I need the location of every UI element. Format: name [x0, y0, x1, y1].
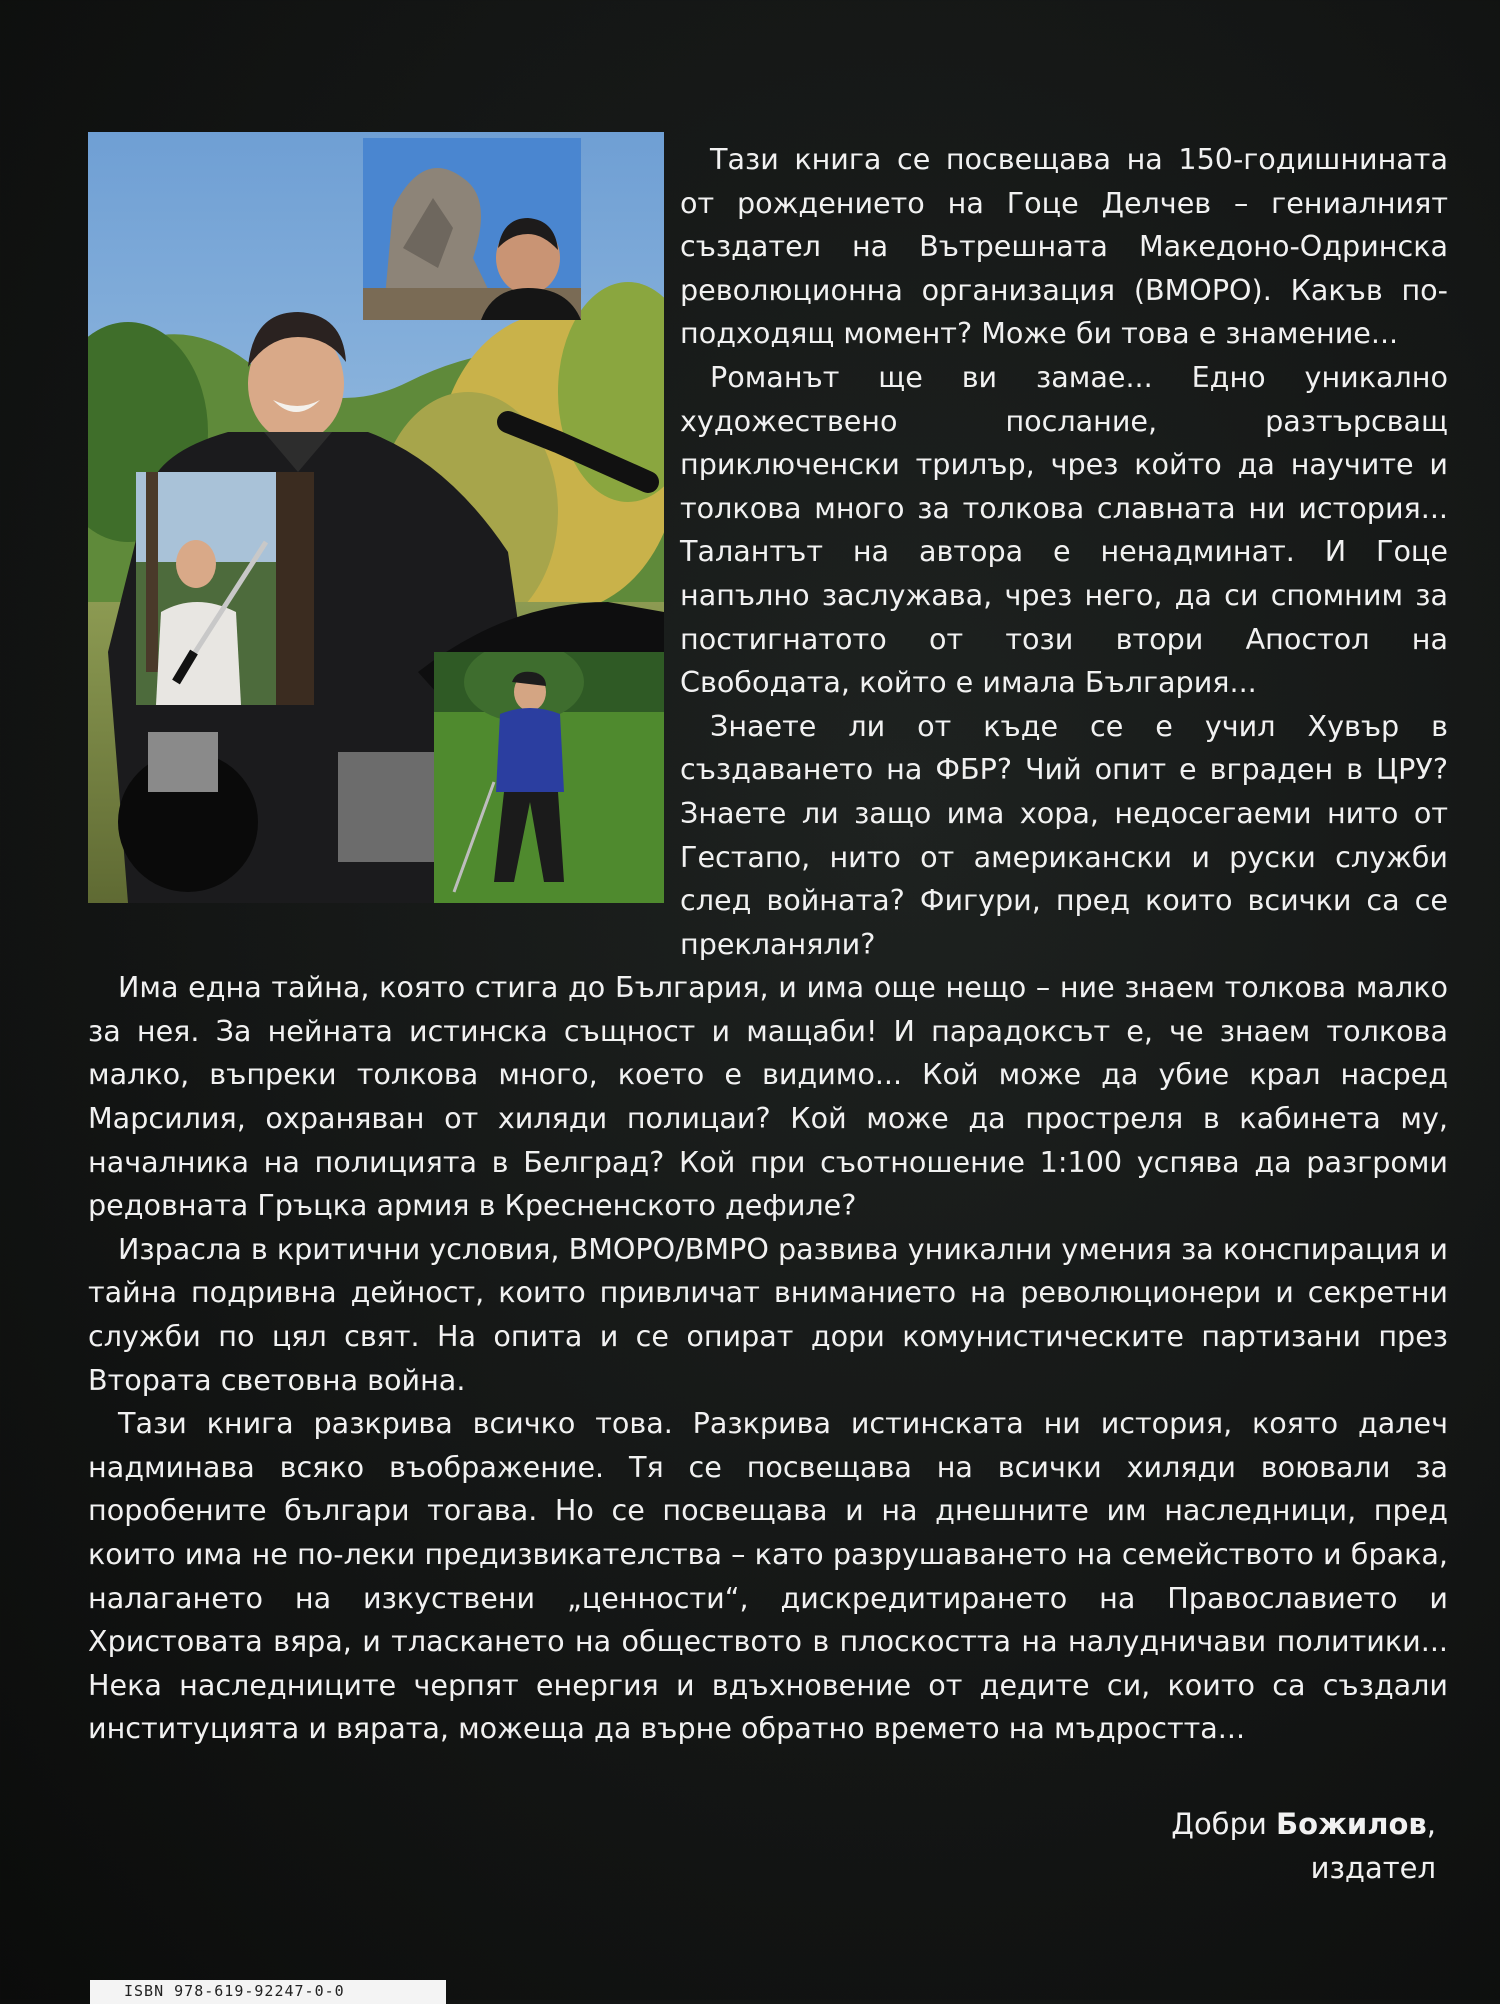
signature-comma: ,	[1426, 1807, 1436, 1841]
paragraph-4: Има една тайна, която стига до България, и има още нещо – ние знаем толкова малко за нея. За нейната истинска същност и мащаби! И парадоксът е, че знаем толкова малко, въпреки толкова много, което е видимо... Кой може да убие крал насред Марсилия, охраняван от хиляди полицаи? Кой може да простреля в кабинета му, началника на полицията в Белград? Кой при съотношение 1:100 успява да разгроми редовната Гръцка армия в Кресненското дефиле?	[88, 970, 1448, 1223]
paragraph-6: Тази книга разкрива всичко това. Разкрива истинската ни история, която далеч надминава всяко въображение. Тя се посвещава на всички хиляди воювали за поробените българи тогава. Но се посвещава и на днешните им наследници, пред които има не по-леки предизвикателства – като разрушаването на семейството и брака, налагането на изкуствени „ценности“, дискредитирането на Православието и Христовата вяра, и тласкането на обществото в плоскостта на налудничави политики... Нека наследниците черпят енергия и вдъхновение от дедите си, които са създали институцията и вярата, можеща да върне обратно времето на мъдростта...	[88, 1406, 1448, 1746]
signature-first-name: Добри	[1171, 1807, 1267, 1841]
signature-role: издател	[1310, 1851, 1436, 1885]
paragraph-3: Знаете ли от къде се е учил Хувър в създаването на ФБР? Чий опит е вграден в ЦРУ? Знаете ли защо има хора, недосегаеми нито от Гестапо, нито от американски и руски служби след войната? Фигури, пред които всички са се прекланяли?	[680, 708, 1448, 961]
signature-surname: Божилов	[1276, 1807, 1427, 1841]
isbn-label: ISBN 978-619-92247-0-0	[90, 1980, 446, 2004]
signature-name-line	[1171, 1802, 1436, 1846]
publisher-signature	[1171, 1802, 1436, 1890]
collage-spacer	[88, 138, 680, 938]
description-text	[88, 138, 1448, 1751]
paragraph-2: Романът ще ви замае... Едно уникално художествено послание, разтърсващ приключенски трилър, чрез който да научите и толкова много за толкова славната ни история... Талантът на автора е ненадминат. И Гоце напълно заслужава, чрез него, да си спомним за постигнатото от този втори Апостол на Свободата, който е имала България...	[680, 359, 1448, 700]
paragraph-1: Тази книга се посвещава на 150-годишнината от рождението на Гоце Делчев – гениалният създател на Вътрешната Македоно-Одринска революционна организация (ВМОРО). Какъв по-подходящ момент? Може би това е знамение...	[680, 142, 1448, 351]
paragraph-5: Израсла в критични условия, ВМОРО/ВМРО развива уникални умения за конспирация и тайна подривна дейност, които привличат вниманието на революционери и секретни служби по цял свят. На опита и се опират дори комунистическите партизани през Втората световна война.	[88, 1231, 1448, 1397]
